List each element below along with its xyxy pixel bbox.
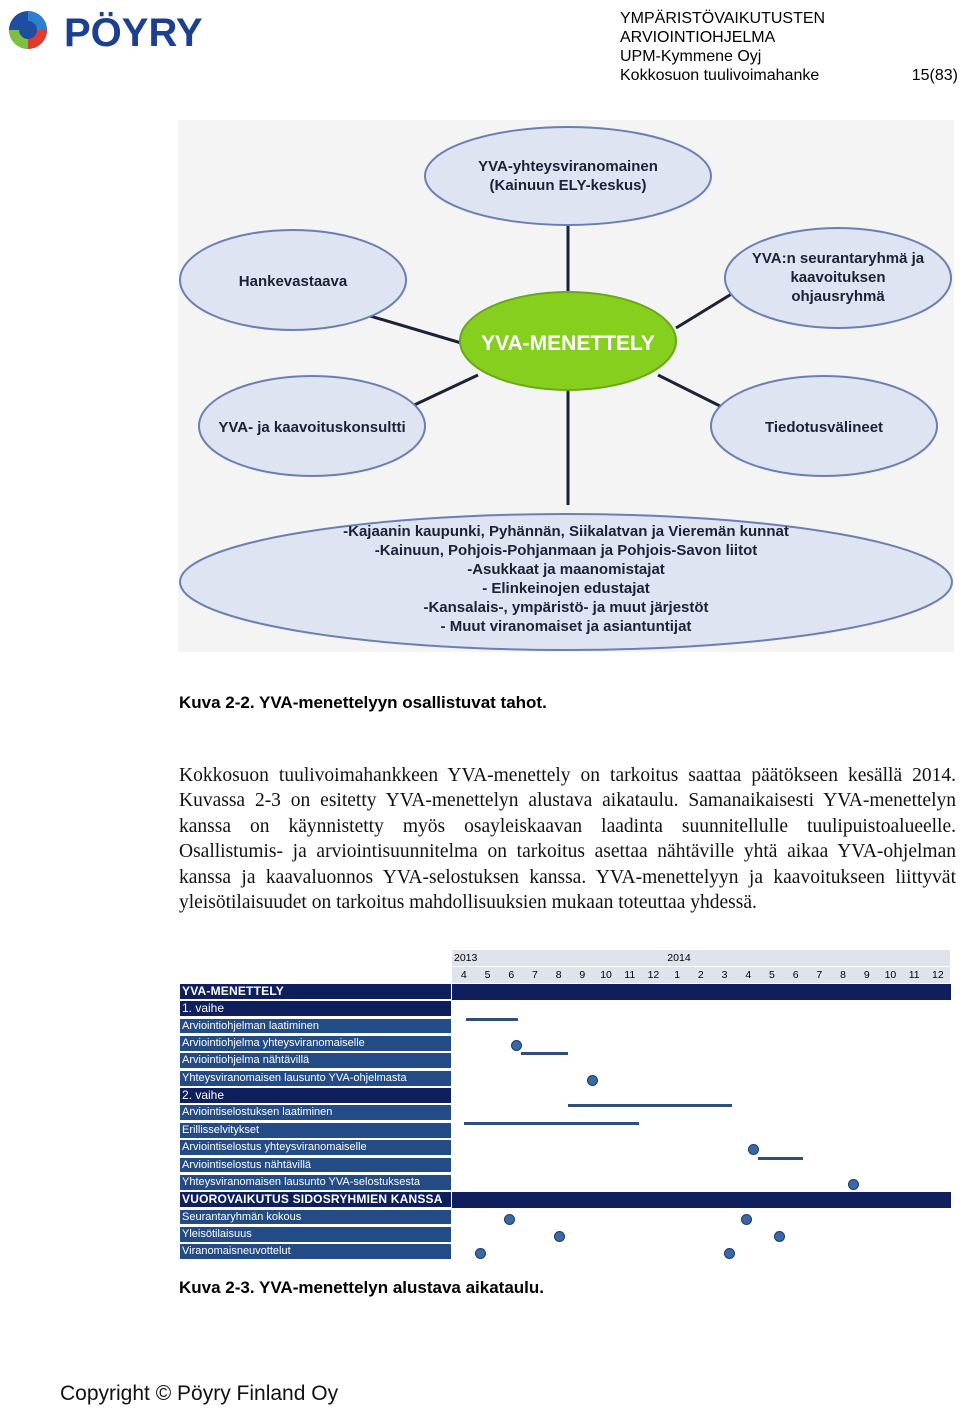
gantt-month-label: 6 [792,969,799,981]
project-name: Kokkosuon tuulivoimahanke [620,67,820,84]
gantt-row-track [452,1053,951,1070]
body-paragraph: Kokkosuon tuulivoimahankkeen YVA-menettely on tarkoitus saattaa päätökseen kesällä 2014. Kuvassa 2-3 on esitetty YVA-menettelyn alustava aikataulu. Samanaikaisesti YVA-menettelyn kanssa on käynnistetty myös osayleiskaavan laadinta suunnitellulle tuulipuistoalueelle. Osallistumis- ja arviointisuunnitelma on tarkoitus asettaa nähtäville yhtä aikaa YVA-ohjelman kanssa ja kaavaluonnos YVA-selostuksen kanssa. YVA-menettelyyn ja kaavoitukseen liittyvät yleisötilaisuudet on tarkoitus mahdollisuuksien mukaan toteuttaa yhdessä. [179,765,956,914]
gantt-month-header [452,967,950,983]
gantt-month-label: 4 [460,969,467,981]
svg-text:-Kainuun, Pohjois-Pohjanmaan j: -Kainuun, Pohjois-Pohjanmaan ja Pohjois-Savon liitot [374,542,758,559]
gantt-row-label: Arviointiselostuksen laatiminen [180,1105,451,1121]
figure-caption-2-2: Kuva 2-2. YVA-menettelyyn osallistuvat tahot. [179,693,547,712]
copyright-footer: Copyright © Pöyry Finland Oy [60,1382,339,1405]
gantt-bar [758,1157,803,1160]
gantt-milestone [475,1248,486,1259]
svg-text:Hankevastaava: Hankevastaava [238,273,348,290]
poyry-logo [4,4,249,59]
gantt-row-label: VUOROVAIKUTUS SIDOSRYHMIEN KANSSA [180,1192,451,1208]
gantt-row-track [452,1227,951,1244]
figure-caption-2-3: Kuva 2-3. YVA-menettelyn alustava aikataulu. [179,1278,545,1297]
gantt-row-label: Yleisötilaisuus [180,1227,451,1243]
gantt-row-label: Yhteysviranomaisen lausunto YVA-selostuksesta [180,1175,451,1191]
svg-text:(Kainuun ELY-keskus): (Kainuun ELY-keskus) [489,177,647,194]
gantt-milestone [748,1144,759,1155]
gantt-month-label: 10 [600,969,612,981]
gantt-year-label: 2013 [454,952,478,964]
gantt-month-label: 5 [484,969,491,981]
oval-hankevastaava [180,230,406,330]
gantt-row-track [452,1175,951,1192]
gantt-month-label: 5 [769,969,775,981]
gantt-month-label: 10 [884,969,897,981]
gantt-row-track [452,1071,951,1088]
gantt-row-track [452,984,951,1001]
gantt-month-label: 12 [932,969,944,981]
svg-text:- Muut viranomaiset ja asiantu: - Muut viranomaiset ja asiantuntijat [440,618,692,635]
gantt-row-track [452,1105,951,1122]
gantt-bar [464,1122,639,1125]
gantt-month-label: 7 [532,969,538,981]
gantt-bar [521,1052,568,1055]
gantt-milestone [774,1231,785,1242]
gantt-month-label: 1 [674,969,681,981]
gantt-month-label: 9 [863,969,870,981]
gantt-milestone [587,1075,598,1086]
gantt-year-header [452,950,950,966]
svg-text:- Elinkeinojen edustajat: - Elinkeinojen edustajat [482,580,650,597]
company-name: UPM-Kymmene Oyj [620,48,762,65]
doc-type-line1: YMPÄRISTÖVAIKUTUSTEN [620,10,826,27]
gantt-row-track [452,1088,951,1105]
gantt-row-track [452,1036,951,1053]
gantt-milestone [511,1040,522,1051]
page-number: 15(83) [911,67,958,84]
gantt-bar [466,1018,518,1021]
gantt-month-label: 8 [840,969,846,981]
gantt-month-label: 2 [697,969,704,981]
oval-tiedotusvalineet [711,376,937,476]
gantt-row-label: Arviointiselostus nähtävillä [180,1158,451,1174]
svg-text:-Kajaanin kaupunki, Pyhännän,: -Kajaanin kaupunki, Pyhännän, Siikalatvan ja Vieremän kunnat [343,523,789,540]
gantt-row-track [452,1244,951,1261]
gantt-row-track [452,1001,951,1018]
gantt-month-label: 7 [816,969,823,981]
oval-seurantaryhma [725,228,951,328]
gantt-row-label: Arviointiohjelman laatiminen [180,1019,451,1035]
gantt-row-track [452,1019,951,1036]
gantt-month-label: 11 [908,969,920,981]
participants-diagram [178,120,954,657]
gantt-milestone [741,1214,752,1225]
gantt-row-label: Arviointiohjelma nähtävillä [180,1053,451,1069]
gantt-row-track [452,1192,951,1209]
oval-bottom-stakeholders [180,514,952,650]
gantt-year-label: 2014 [667,952,691,964]
svg-text:kaavoituksen: kaavoituksen [790,269,886,286]
gantt-milestone [504,1214,515,1225]
gantt-row-label: Arviointiohjelma yhteysviranomaiselle [180,1036,451,1052]
document-header [620,9,958,85]
oval-top [425,127,711,225]
svg-text:-Kansalais-, ympäristö- ja muu: -Kansalais-, ympäristö- ja muut järjestöt [423,599,709,616]
gantt-milestone [724,1248,735,1259]
gantt-row-track [452,1123,951,1140]
gantt-bar [568,1104,732,1107]
gantt-row-label: Seurantaryhmän kokous [180,1210,451,1226]
gantt-row-label: 2. vaihe [180,1088,451,1104]
gantt-row-label: Erillisselvitykset [180,1123,451,1139]
gantt-month-label: 9 [579,969,586,981]
svg-text:YVA-yhteysviranomainen: YVA-yhteysviranomainen [478,158,658,175]
gantt-row-label: Yhteysviranomaisen lausunto YVA-ohjelmasta [180,1071,451,1087]
svg-text:-Asukkaat ja maanomistajat: -Asukkaat ja maanomistajat [467,561,665,578]
gantt-row-track [452,1140,951,1157]
gantt-month-label: 4 [745,969,752,981]
gantt-month-label: 3 [721,969,728,981]
gantt-row-label: Arviointiselostus yhteysviranomaiselle [180,1140,451,1156]
logo-text: PÖYRY [64,11,203,54]
svg-text:Tiedotusvälineet: Tiedotusvälineet [764,419,884,436]
gantt-row-track [452,1210,951,1227]
gantt-month-label: 6 [508,969,515,981]
svg-text:YVA:n seurantaryhmä ja: YVA:n seurantaryhmä ja [751,250,925,267]
svg-text:YVA- ja kaavoituskonsultti: YVA- ja kaavoituskonsultti [218,419,406,436]
svg-text:ohjausryhmä: ohjausryhmä [791,288,885,305]
gantt-milestone [554,1231,565,1242]
gantt-row-label: YVA-MENETTELY [180,984,451,1000]
gantt-month-label: 11 [624,969,636,981]
gantt-month-label: 8 [555,969,562,981]
oval-center-yva-menettely [460,292,676,390]
gantt-row-label: 1. vaihe [180,1001,451,1017]
gantt-row-label: Viranomaisneuvottelut [180,1244,451,1260]
gantt-row-track [452,1158,951,1175]
gantt-month-label: 12 [647,969,660,981]
oval-konsultti [199,376,425,476]
doc-type-line2: ARVIOINTIOHJELMA [620,29,776,46]
gantt-milestone [848,1179,859,1190]
svg-text:YVA-MENETTELY: YVA-MENETTELY [481,332,655,355]
